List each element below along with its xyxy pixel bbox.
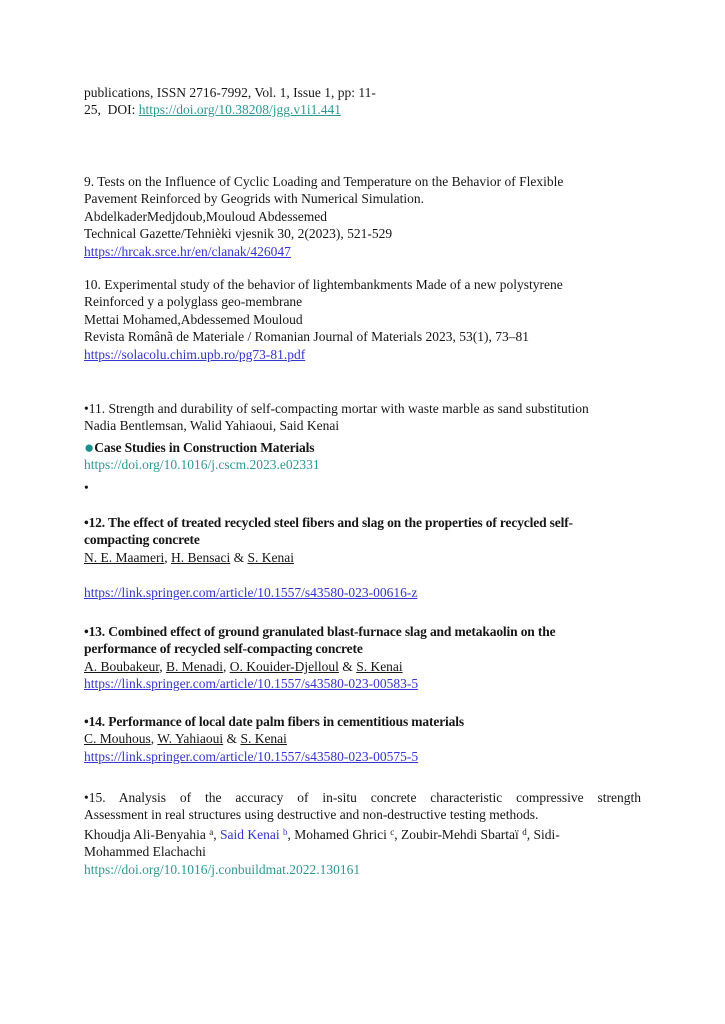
author-separator: & [230,549,248,565]
author-separator: , [213,826,220,842]
author-name: , Zoubir-Mehdi Sbartaï [394,826,523,842]
article-title: •14. Performance of local date palm fibers in cementitious materials [84,714,464,729]
article-link[interactable]: https://link.springer.com/article/10.1557/s43580-023-00583-5 [84,676,419,692]
author-link[interactable]: Said Kenai [219,826,283,842]
article-link[interactable]: https://doi.org/10.1016/j.cscm.2023.e02331 [84,457,320,473]
author-separator: , [222,658,230,674]
article-title: •12. The effect of treated recycled steel fibers and slag on the properties of recycled self- [84,515,573,530]
journal-name: Case Studies in Construction Materials [94,439,315,455]
author-link[interactable]: B. Menadi [165,658,223,674]
article-link[interactable]: https://link.springer.com/article/10.1557/s43580-023-00575-5 [84,748,419,764]
bullet-icon: ● [84,437,95,457]
author-separator: , [159,658,166,674]
affiliation-superscript: b [282,826,288,837]
publication-item-14 [84,713,641,765]
author-name: Khoudja Ali-Benyahia [84,826,210,842]
publication-item-9 [84,173,641,260]
article-link[interactable]: https://solacolu.chim.upb.ro/pg73-81.pdf [84,346,306,362]
article-title: compacting concrete [84,532,200,548]
author-link[interactable]: O. Kouider-Djelloul [229,658,339,674]
article-title: Assessment in real structures using destructive and non-destructive testing methods. [84,807,539,823]
bullet-icon: • [84,479,89,495]
authors-line: Nadia Bentlemsan, Walid Yahiaoui, Said Kenai [84,418,340,434]
header-line2 [84,101,641,118]
article-title: Pavement Reinforced by Geogrids with Numerical Simulation. [84,191,425,207]
article-link[interactable]: https://doi.org/10.1016/j.conbuildmat.2022.130161 [84,861,361,877]
author-link[interactable]: A. Boubakeur [84,658,160,674]
article-title: •11. Strength and durability of self-compacting mortar with waste marble as sand substitution [84,401,589,416]
publication-item-13 [84,623,641,693]
author-link[interactable]: N. E. Maameri [84,549,165,565]
author-separator: , [164,549,171,565]
author-link[interactable]: W. Yahiaoui [157,731,224,747]
header-line1: publications, ISSN 2716-7992, Vol. 1, Issue 1, pp: 11- [84,85,376,100]
authors-line: Mettai Mohamed,Abdessemed Mouloud [84,311,303,327]
author-link[interactable]: C. Mouhous [84,731,151,747]
authors-line [84,730,641,747]
publication-item-15 [84,789,641,878]
authors-line [84,658,641,675]
author-name: , Mohamed Ghrici [287,826,391,842]
authors-line: Mohammed Elachachi [84,844,206,860]
authors-line: AbdelkaderMedjdoub,Mouloud Abdessemed [84,208,327,224]
authors-line [84,549,641,566]
article-title: 10. Experimental study of the behavior of lightembankments Made of a new polystyrene [84,277,563,292]
article-link[interactable]: https://hrcak.srce.hr/en/clanak/426047 [84,243,291,259]
affiliation-superscript: d [522,826,527,837]
article-title: •13. Combined effect of ground granulated blast-furnace slag and metakaolin on the [84,624,556,639]
authors-line [84,824,641,843]
author-link[interactable]: H. Bensaci [170,549,231,565]
author-link[interactable]: S. Kenai [240,731,287,747]
publication-item-10 [84,276,641,363]
author-link[interactable]: S. Kenai [247,549,294,565]
publication-item-12 [84,514,641,602]
author-separator: & [223,731,241,747]
journal-line: Technical Gazette/Tehnièki vjesnik 30, 2(2023), 521-529 [84,226,393,242]
header-block [84,84,641,119]
author-separator: & [338,658,357,674]
journal-line [84,439,641,456]
affiliation-superscript: a [209,826,214,837]
author-link[interactable]: S. Kenai [356,658,403,674]
article-title: 9. Tests on the Influence of Cyclic Loading and Temperature on the Behavior of Flexible [84,174,564,189]
header-doi-link[interactable]: https://doi.org/10.38208/jgg.v1i1.441 [138,102,342,118]
doi-label: 25, DOI: [84,102,139,118]
publication-item-11 [84,400,641,496]
article-title: Reinforced y a polyglass geo-membrane [84,294,303,310]
author-name: , Sidi- [526,826,560,842]
author-separator: , [150,731,158,747]
article-title: •15. Analysis of the accuracy of in-situ concrete characteristic compressive strength [84,790,641,805]
affiliation-superscript: c [390,826,395,837]
journal-line: Revista Românã de Materiale / Romanian Journal of Materials 2023, 53(1), 73–81 [84,329,530,345]
article-title: performance of recycled self-compacting concrete [84,641,363,657]
article-link[interactable]: https://link.springer.com/article/10.1557/s43580-023-00616-z [84,585,418,601]
